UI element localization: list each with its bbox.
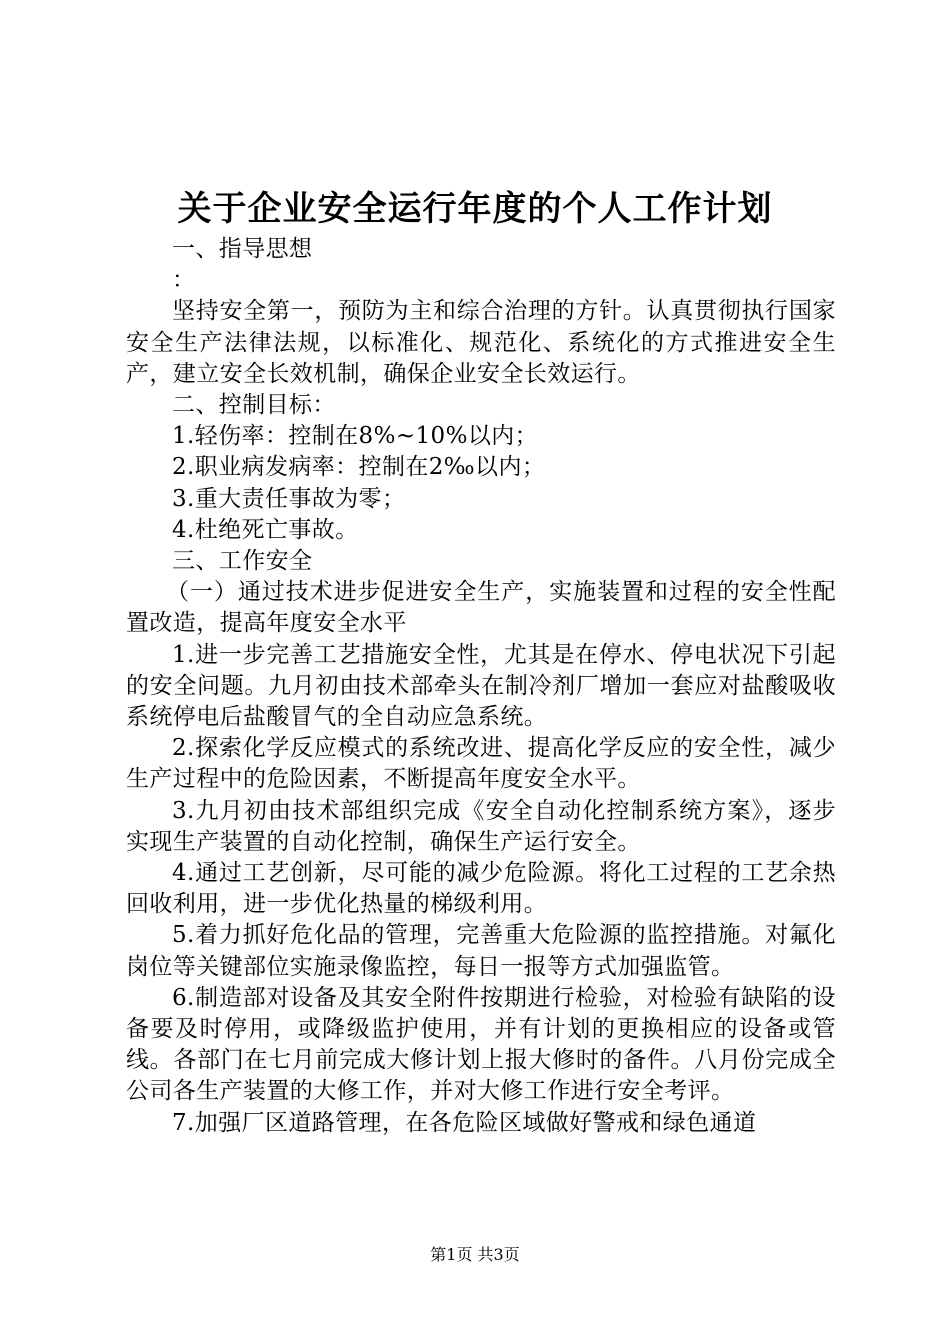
target-item-1: 1.轻伤率：控制在8%~10%以内； [172, 423, 539, 450]
work-item-5: 5.着力抓好危化品的管理，完善重大危险源的监控措施。对氟化岗位等关键部位实施录像监控，每日一报等方式加强监管。 [126, 922, 836, 980]
colon-line: ： [172, 267, 196, 294]
page-footer: 第1页 共3页 [430, 1245, 520, 1264]
section-heading-guiding-ideology: 一、指导思想 [172, 236, 313, 262]
section-heading-work-safety: 三、工作安全 [172, 548, 313, 575]
document-body [126, 234, 836, 1139]
work-item-2: 2.探索化学反应模式的系统改进、提高化学反应的安全性，减少生产过程中的危险因素，不断提高年度安全水平。 [126, 735, 836, 793]
work-item-6: 6.制造部对设备及其安全附件按期进行检验，对检验有缺陷的设备要及时停用，或降级监护使用，并有计划的更换相应的设备或管线。各部门在七月前完成大修计划上报大修时的备件。八月份完成全公司各生产装置的大修工作，并对大修工作进行安全考评。 [126, 984, 836, 1105]
document-title: 关于企业安全运行年度的个人工作计划 [177, 189, 773, 229]
work-item-7: 7.加强厂区道路管理，在各危险区域做好警戒和绿色通道 [172, 1109, 757, 1136]
work-item-3: 3.九月初由技术部组织完成《安全自动化控制系统方案》，逐步实现生产装置的自动化控制，确保生产运行安全。 [126, 797, 836, 855]
subsection-heading-1: （一）通过技术进步促进安全生产，实施装置和过程的安全性配置改造，提高年度安全水平 [126, 579, 836, 637]
work-item-1: 1.进一步完善工艺措施安全性，尤其是在停水、停电状况下引起的安全问题。九月初由技术部牵头在制冷剂厂增加一套应对盐酸吸收系统停电后盐酸冒气的全自动应急系统。 [126, 641, 836, 731]
target-item-3: 3.重大责任事故为零； [172, 485, 406, 512]
target-item-2: 2.职业病发病率：控制在2‰以内； [172, 454, 546, 481]
work-item-4: 4.通过工艺创新，尽可能的减少危险源。将化工过程的工艺余热回收利用，进一步优化热量的梯级利用。 [126, 860, 836, 918]
paragraph-principle: 坚持安全第一，预防为主和综合治理的方针。认真贯彻执行国家安全生产法律法规，以标准化、规范化、系统化的方式推进安全生产，建立安全长效机制，确保企业安全长效运行。 [126, 298, 836, 387]
target-item-4: 4.杜绝死亡事故。 [172, 516, 359, 543]
section-heading-control-targets: 二、控制目标： [172, 392, 336, 419]
